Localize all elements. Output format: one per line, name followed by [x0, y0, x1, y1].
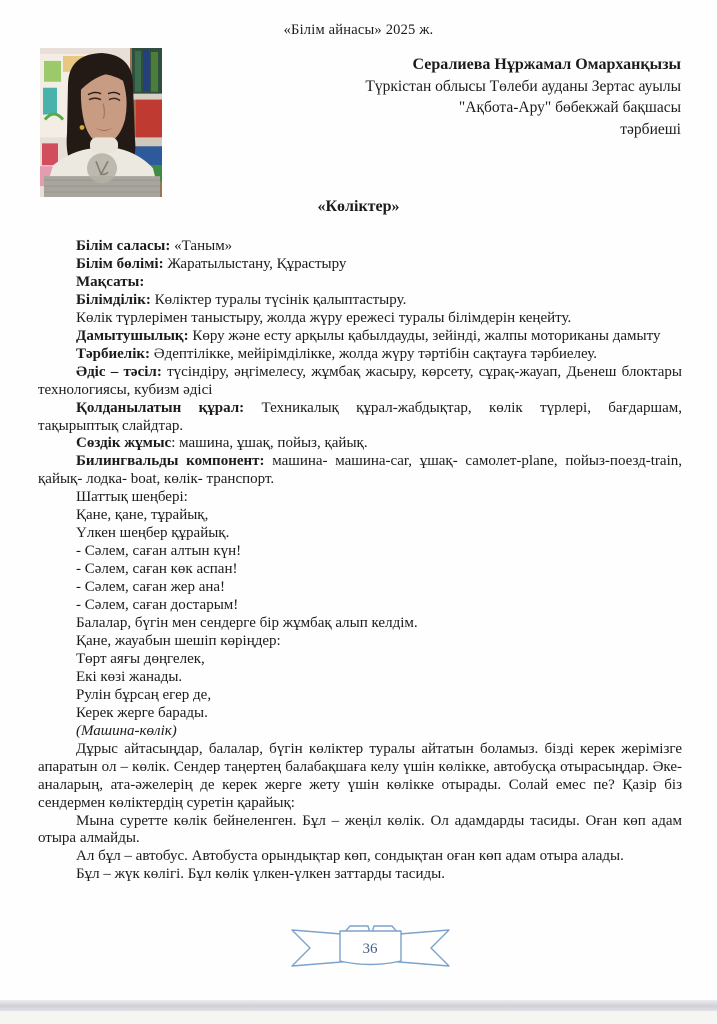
paragraph: - Сәлем, саған жер ана!: [76, 579, 226, 596]
paragraph: Билингвальды компонент: машина- машина-car, ұшақ- самолет-plane, пойыз-поезд-train, қайық- лодка- boat, көлік- транспорт.: [38, 453, 682, 488]
paragraph: - Сәлем, саған көк аспан!: [76, 561, 238, 578]
paragraph: Дамытушылық: Көру және есту арқылы қабылдауды, зейінді, жалпы моториканы дамыту: [76, 327, 661, 344]
author-role: тәрбиеші: [620, 120, 681, 138]
paragraph: - Сәлем, саған алтын күн!: [76, 543, 242, 560]
paragraph: Қане, қане, тұрайық,: [76, 507, 209, 524]
document-body: [38, 238, 682, 884]
paragraph: Әдіс – тәсіл: түсіндіру, әңгімелесу, жұмбақ жасыру, көрсету, сұрақ-жауап, Дьенеш блоктары технологиясы, кубизм әдісі: [38, 363, 682, 398]
author-name: Сералиева Нұржамал Омарханқызы: [412, 56, 681, 73]
paragraph: Балалар, бүгін мен сендерге бір жұмбақ алып келдім.: [76, 615, 418, 632]
page-number: 36: [362, 941, 378, 957]
paragraph: Бұл – жүк көлігі. Бұл көлік үлкен-үлкен заттарды тасиды.: [76, 866, 445, 883]
paragraph: Үлкен шеңбер құрайық.: [76, 525, 230, 542]
paragraph: Білімділік: Көліктер туралы түсінік қалыптастыру.: [76, 291, 407, 308]
paragraph: Қане, жауабын шешіп көріңдер:: [76, 632, 281, 649]
ribbon-banner-icon: [288, 919, 453, 969]
paragraph: Мақсаты:: [76, 273, 145, 290]
page-number-ribbon: [288, 919, 453, 969]
journal-header: «Білім айнасы» 2025 ж.: [283, 22, 434, 38]
paragraph: (Машина-көлік): [76, 722, 177, 739]
author-organization: "Ақбота-Ару" бөбекжай бақшасы: [458, 99, 681, 116]
paragraph: Сөздік жұмыс: машина, ұшақ, пойыз, қайық.: [76, 435, 368, 452]
document-title: «Көліктер»: [317, 198, 400, 215]
page-bottom-edge: [0, 1000, 717, 1011]
paragraph: Білім саласы: «Таным»: [76, 238, 233, 254]
paragraph: Керек жерге барады.: [76, 704, 208, 721]
author-block: [365, 54, 681, 140]
paragraph: Дұрыс айтасыңдар, балалар, бүгін көліктер туралы айтатын боламыз. бізді керек жерімізге апаратын ол – көлік. Сендер таңертең балабақшаға келу үшін көлікке, автобусқа отырасыңдар. Әке-аналарың, ата-әжелерің де керек жерге жету үшін көлікке отырады. Солай емес пе? Қазір біз сендермен көліктердің суретін қарайық:: [38, 740, 682, 811]
paragraph: Шаттық шеңбері:: [76, 489, 188, 506]
author-location: Түркістан облысы Төлеби ауданы Зертас ауылы: [365, 77, 681, 95]
paragraph: Екі көзі жанады.: [76, 668, 183, 685]
paragraph: Қолданылатын құрал: Техникалық құрал-жабдықтар, көлік түрлері, бағдаршам, тақырыптық слайдтар.: [38, 399, 682, 434]
below-page-area: [0, 1011, 717, 1024]
author-photo: [40, 48, 162, 197]
paragraph: Тәрбиелік: Әдептілікке, мейірімділікке, жолда жүру тәртібін сақтауға тәрбиелеу.: [76, 345, 598, 362]
paragraph: Ал бұл – автобус. Автобуста орындықтар көп, сондықтан оған көп адам отыра алады.: [76, 848, 624, 865]
paragraph: Мына суретте көлік бейнеленген. Бұл – жеңіл көлік. Ол адамдарды тасиды. Оған көп адам отыра алмайды.: [38, 812, 682, 847]
paragraph: Төрт аяғы дөңгелек,: [76, 650, 205, 667]
paragraph: - Сәлем, саған достарым!: [76, 597, 239, 614]
paragraph: Білім бөлімі: Жаратылыстану, Құрастыру: [76, 255, 347, 272]
paragraph: Рулін бұрсаң егер де,: [76, 686, 212, 703]
paragraph: Көлік түрлерімен таныстыру, жолда жүру ережесі туралы білімдерін кеңейту.: [76, 309, 572, 326]
